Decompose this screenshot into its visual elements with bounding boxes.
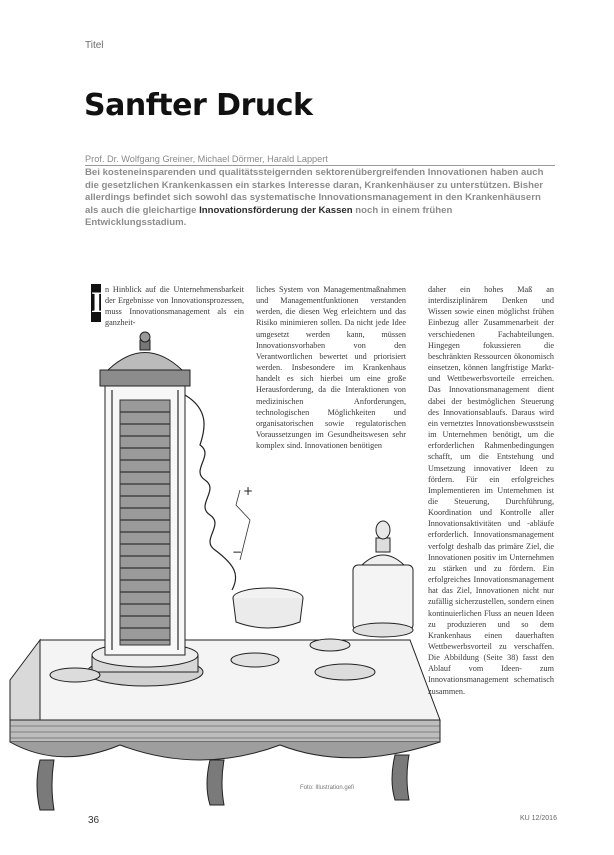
svg-text:−: −: [232, 545, 243, 559]
article-headline: Sanfter Druck: [84, 88, 313, 123]
svg-text:+: +: [243, 484, 254, 498]
page-reference: KU 12/2016: [520, 815, 557, 822]
article-lead: [85, 167, 555, 230]
lead-text-part2: noch in einem frühen Entwicklungsstadium.: [85, 204, 453, 228]
body-column-1: [91, 284, 244, 329]
section-label: Titel: [85, 40, 104, 51]
authors-divider: [85, 165, 555, 166]
page-number: 36: [88, 815, 100, 826]
drop-cap: I: [91, 284, 101, 322]
body-column-3: daher ein hohes Maß an interdisziplinärem Denken und Wissen sowie einen möglichst frühen Einbezug aller Zusammenarbeit der verschiedenen Fachabteilungen. Hingegen fokussieren die beschränkten Ressourcen ökonomisch einsetzen, können langfristige Markt- und Wettbewerbsvorteile erreichen. Das Innovationsmanagement dient dabei der bestmöglichen Steuerung des Innovationsablaufs. Daraus wird ein vernetztes Innovationsbewusstsein im Unternehmen benötigt, um die erforderlichen Rahmenbedingungen schafft, um die Entstehung und Umsetzung innovativer Ideen zu fördern. Für ein erfolgreiches Implementieren im Unternehmen ist die Steuerung, Durchführung, Koordination und Kontrolle aller Innovationsaktivitäten und -abläufe erforderlich. Innovationsmanagement verfolgt deshalb das primäre Ziel, die Innovationen positiv im Unternehmen zu stärken und zu fördern. Ein erfolgreiches Innovationsmanagement hat das Ziel, Innovationen nicht nur zufällig sicherzustellen, sondern einen kontinuierlichen Fluss an neuen Ideen zu produzieren und so dem Krankenhaus einen dauerhaften Wettbewerbsvorteil zu verschaffen. Die Abbildung (Seite 38) fasst den Ablauf vom Ideen- zum Innovationsmanagement schematisch zusammen.: [428, 285, 554, 696]
image-caption: Foto: Illustration.gefi: [300, 785, 355, 791]
body-column-1-text: n Hinblick auf die Unternehmensbarkeit der Ergebnisse von Innovationsprozessen, muss Innovationsmanagement als ein ganzheit-: [105, 285, 244, 328]
lead-highlight: Innovationsförderung der Kassen: [199, 204, 353, 216]
article-authors: Prof. Dr. Wolfgang Greiner, Michael Dörmer, Harald Lappert: [85, 154, 328, 164]
lead-text-part1: Bei kosteneinsparenden und qualitätssteigernden sektorenübergreifenden Innovationen haben auch die gesetzlichen Krankenkassen ein starkes Interesse daran, Krankenhäuser zu unterstützen. Bisher allerdings befindet sich sowohl das systematische Innovationsmanagement in den Krankenhäusern als auch die gleichartige: [85, 167, 544, 216]
body-column-2: liches System von Managementmaßnahmen und Managementfunktionen verstanden werden, die diesen Weg erleichtern und das Risiko minimieren sollen. Da nicht jede Idee umgesetzt werden kann, müssen Innovationsvorhaben von den Verantwortlichen bewertet und priorisiert werden. Insbesondere im Krankenhaus handelt es sich hierbei um eine große Herausforderung, da die Interaktionen von medizinischen Anforderungen, technologischen Möglichkeiten und organisatorischen sowie regulatorischen Voraussetzungen im Gesundheitswesen sehr komplex sind. Innovationen benötigen: [256, 285, 406, 451]
